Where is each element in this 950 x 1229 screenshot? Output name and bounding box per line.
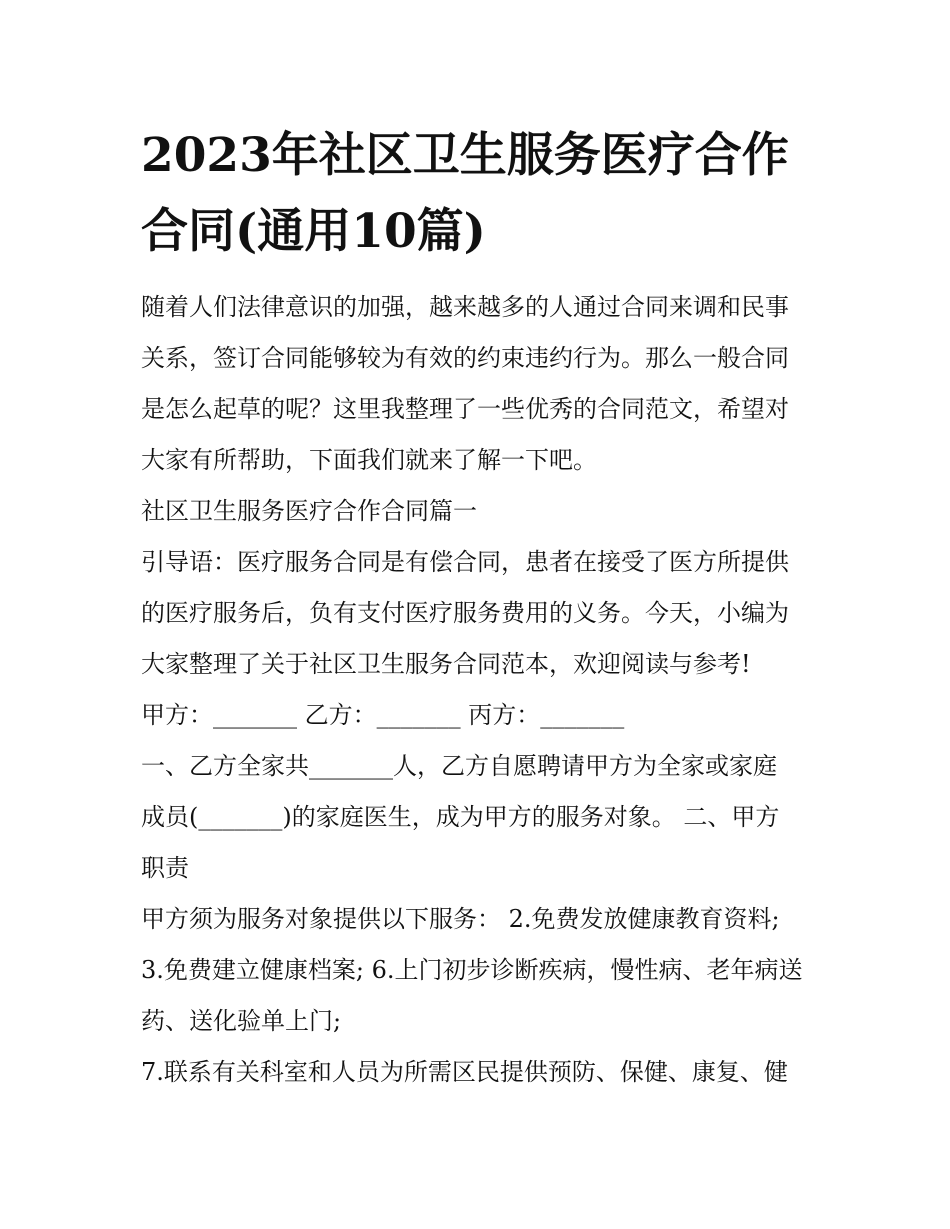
text-line: 引导语：医疗服务合同是有偿合同，患者在接受了医方所提供 — [141, 548, 789, 576]
lead-paragraph — [141, 537, 813, 690]
document-content — [141, 118, 813, 1098]
text-line: 大家有所帮助，下面我们就来了解一下吧。 — [141, 446, 597, 474]
text-line: 是怎么起草的呢？这里我整理了一些优秀的合同范文，希望对 — [141, 395, 789, 423]
clause-one — [141, 741, 813, 894]
section-heading — [141, 486, 813, 537]
document-title — [141, 118, 813, 270]
text-line: 社区卫生服务医疗合作合同篇一 — [141, 497, 477, 525]
text-line: 职责 — [141, 854, 189, 882]
text-line: 的医疗服务后，负有支付医疗服务费用的义务。今天，小编为 — [141, 599, 789, 627]
text-line: 7.联系有关科室和人员为所需区民提供预防、保健、康复、健 — [141, 1058, 788, 1086]
text-line: 甲方须为服务对象提供以下服务： 2.免费发放健康教育资料; — [141, 905, 780, 933]
intro-paragraph — [141, 282, 813, 486]
text-line: 大家整理了关于社区卫生服务合同范本，欢迎阅读与参考! — [141, 650, 751, 678]
text-line: 3.免费建立健康档案; 6.上门初步诊断疾病，慢性病、老年病送 — [141, 956, 803, 984]
services-paragraph — [141, 894, 813, 1047]
text-line: 关系，签订合同能够较为有效的约束违约行为。那么一般合同 — [141, 344, 789, 372]
text-line: 一、乙方全家共_______人，乙方自愿聘请甲方为全家或家庭 — [141, 752, 777, 780]
parties-line — [141, 690, 813, 741]
text-line: 成员(_______)的家庭医生，成为甲方的服务对象。 二、甲方 — [141, 803, 780, 831]
title-line-2: 合同(通用10篇) — [141, 204, 486, 259]
text-line: 随着人们法律意识的加强，越来越多的人通过合同来调和民事 — [141, 293, 789, 321]
services-paragraph-continued — [141, 1047, 813, 1098]
text-line: 药、送化验单上门; — [141, 1007, 342, 1035]
text-line: 甲方：_______ 乙方：_______ 丙方：_______ — [141, 701, 625, 729]
title-line-1: 2023年社区卫生服务医疗合作 — [141, 128, 789, 183]
